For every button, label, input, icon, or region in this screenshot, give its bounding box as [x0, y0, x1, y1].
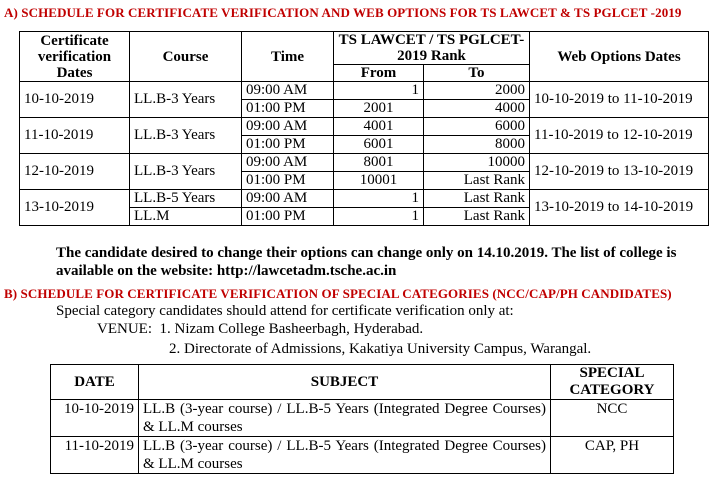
table-row [20, 118, 709, 136]
header-dates: Certificate verification Dates [20, 32, 130, 82]
course-cell: LL.B-3 Years [130, 82, 242, 118]
header-from: From [334, 65, 424, 82]
to-cell: Last Rank [424, 172, 530, 190]
date-cell: 13-10-2019 [20, 190, 130, 226]
course-cell: LL.M [130, 208, 242, 226]
schedule-table [19, 31, 709, 226]
date-cell: 10-10-2019 [51, 400, 139, 437]
header-rank: TS LAWCET / TS PGLCET-2019 Rank [334, 32, 530, 65]
time-cell: 01:00 PM [242, 208, 334, 226]
header-date: DATE [51, 365, 139, 400]
to-cell: 10000 [424, 154, 530, 172]
time-cell: 09:00 AM [242, 118, 334, 136]
time-cell: 09:00 AM [242, 190, 334, 208]
section-a-title: A) SCHEDULE FOR CERTIFICATE VERIFICATION AND WEB OPTIONS FOR TS LAWCET & TS PGLCET -2019 [4, 5, 682, 20]
to-cell: 2000 [424, 82, 530, 100]
header-to: To [424, 65, 530, 82]
time-cell: 01:00 PM [242, 136, 334, 154]
from-cell: 10001 [334, 172, 424, 190]
table-row [51, 400, 674, 437]
from-cell: 8001 [334, 154, 424, 172]
header-row [20, 32, 709, 65]
time-cell: 01:00 PM [242, 172, 334, 190]
category-cell: NCC [551, 400, 674, 437]
table-row [20, 82, 709, 100]
course-cell: LL.B-3 Years [130, 154, 242, 190]
web-cell: 12-10-2019 to 13-10-2019 [530, 154, 709, 190]
web-cell: 10-10-2019 to 11-10-2019 [530, 82, 709, 118]
table-row [51, 437, 674, 474]
from-cell: 1 [334, 190, 424, 208]
venue-1: 1. Nizam College Basheerbagh, Hyderabad. [159, 321, 424, 337]
subject-cell: LL.B (3-year course) / LL.B-5 Years (Integrated Degree Courses) & LL.M courses [139, 437, 551, 474]
from-cell: 4001 [334, 118, 424, 136]
header-course: Course [130, 32, 242, 82]
to-cell: Last Rank [424, 190, 530, 208]
venue-line-1 [97, 320, 423, 338]
from-cell: 6001 [334, 136, 424, 154]
date-cell: 11-10-2019 [20, 118, 130, 154]
section-b-title: B) SCHEDULE FOR CERTIFICATE VERIFICATION OF SPECIAL CATEGORIES (NCC/CAP/PH CANDIDATES) [4, 286, 672, 301]
web-cell: 11-10-2019 to 12-10-2019 [530, 118, 709, 154]
course-cell: LL.B-5 Years [130, 190, 242, 208]
header-category: SPECIAL CATEGORY [551, 365, 674, 400]
header-row [51, 365, 674, 400]
date-cell: 11-10-2019 [51, 437, 139, 474]
from-cell: 1 [334, 82, 424, 100]
special-category-table [50, 364, 674, 474]
venue-2: 2. Directorate of Admissions, Kakatiya University Campus, Warangal. [169, 341, 592, 357]
to-cell: Last Rank [424, 208, 530, 226]
from-cell: 1 [334, 208, 424, 226]
time-cell: 01:00 PM [242, 100, 334, 118]
header-time: Time [242, 32, 334, 82]
table-row [20, 154, 709, 172]
table-row [20, 190, 709, 208]
date-cell: 10-10-2019 [20, 82, 130, 118]
header-subject: SUBJECT [139, 365, 551, 400]
category-cell: CAP, PH [551, 437, 674, 474]
date-cell: 12-10-2019 [20, 154, 130, 190]
to-cell: 8000 [424, 136, 530, 154]
subject-cell: LL.B (3-year course) / LL.B-5 Years (Integrated Degree Courses) & LL.M courses [139, 400, 551, 437]
web-cell: 13-10-2019 to 14-10-2019 [530, 190, 709, 226]
header-web: Web Options Dates [530, 32, 709, 82]
time-cell: 09:00 AM [242, 82, 334, 100]
options-note: The candidate desired to change their options can change only on 14.10.2019. The list of college is available on the website: http://lawcetadm.tsche.ac.in [56, 245, 677, 279]
time-cell: 09:00 AM [242, 154, 334, 172]
venue-label: VENUE: [97, 321, 152, 337]
to-cell: 6000 [424, 118, 530, 136]
course-cell: LL.B-3 Years [130, 118, 242, 154]
from-cell: 2001 [334, 100, 424, 118]
special-intro: Special category candidates should attend for certificate verification only at: [56, 303, 514, 319]
to-cell: 4000 [424, 100, 530, 118]
